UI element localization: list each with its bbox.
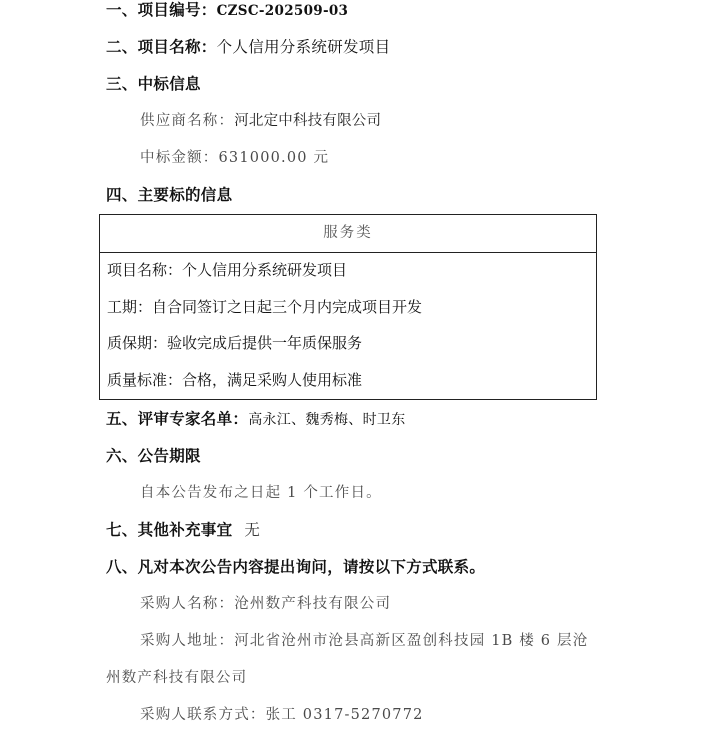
notice-period-text: 自本公告发布之日起 1 个工作日。 <box>140 485 382 501</box>
table-row-warranty: 质保期：验收完成后提供一年质保服务 <box>107 334 363 352</box>
supplier-name-line <box>140 111 381 131</box>
winning-amount-line <box>140 148 329 168</box>
section-project-number <box>106 0 348 21</box>
expert-names-value: 高永江、魏秀梅、时卫东 <box>248 412 406 428</box>
supplier-name-label: 供应商名称： <box>140 113 235 129</box>
section-contact-title: 八、凡对本次公告内容提出询问，请按以下方式联系。 <box>106 558 486 576</box>
project-name-value: 个人信用分系统研发项目 <box>216 38 391 56</box>
table-row-duration: 工期：自合同签订之日起三个月内完成项目开发 <box>107 298 423 316</box>
section-winning-info-title: 三、中标信息 <box>106 75 201 93</box>
section-other-matters-label: 七、其他补充事宜 <box>106 521 233 539</box>
section-expert-list <box>106 409 406 430</box>
section-project-name <box>106 37 390 57</box>
winning-amount-value: 631000.00 元 <box>218 150 330 166</box>
purchaser-contact-line: 采购人联系方式：张工 0317-5270772 <box>140 707 424 723</box>
other-matters-value: 无 <box>244 521 261 539</box>
section-expert-list-label: 五、评审专家名单： <box>106 410 249 428</box>
winning-amount-label: 中标金额： <box>140 150 219 166</box>
section-notice-period-title: 六、公告期限 <box>106 447 201 465</box>
subject-info-table <box>99 214 597 400</box>
section-other-matters <box>106 520 260 540</box>
purchaser-address-line-1: 采购人地址：河北省沧州市沧县高新区盈创科技园 1B 楼 6 层沧 <box>140 633 589 649</box>
section-main-subject-title: 四、主要标的信息 <box>106 186 233 204</box>
purchaser-name-line: 采购人名称：沧州数产科技有限公司 <box>140 596 392 612</box>
table-row-project-name: 项目名称：个人信用分系统研发项目 <box>107 261 348 279</box>
supplier-name-value: 河北定中科技有限公司 <box>234 113 382 129</box>
section-project-name-label: 二、项目名称： <box>106 38 217 56</box>
purchaser-address-line-2: 州数产科技有限公司 <box>106 670 248 686</box>
project-number-value: CZSC-202509-03 <box>216 3 349 19</box>
table-header: 服务类 <box>100 215 596 253</box>
section-project-number-label: 一、项目编号： <box>106 1 217 19</box>
table-row-quality: 质量标准：合格，满足采购人使用标准 <box>107 371 363 389</box>
